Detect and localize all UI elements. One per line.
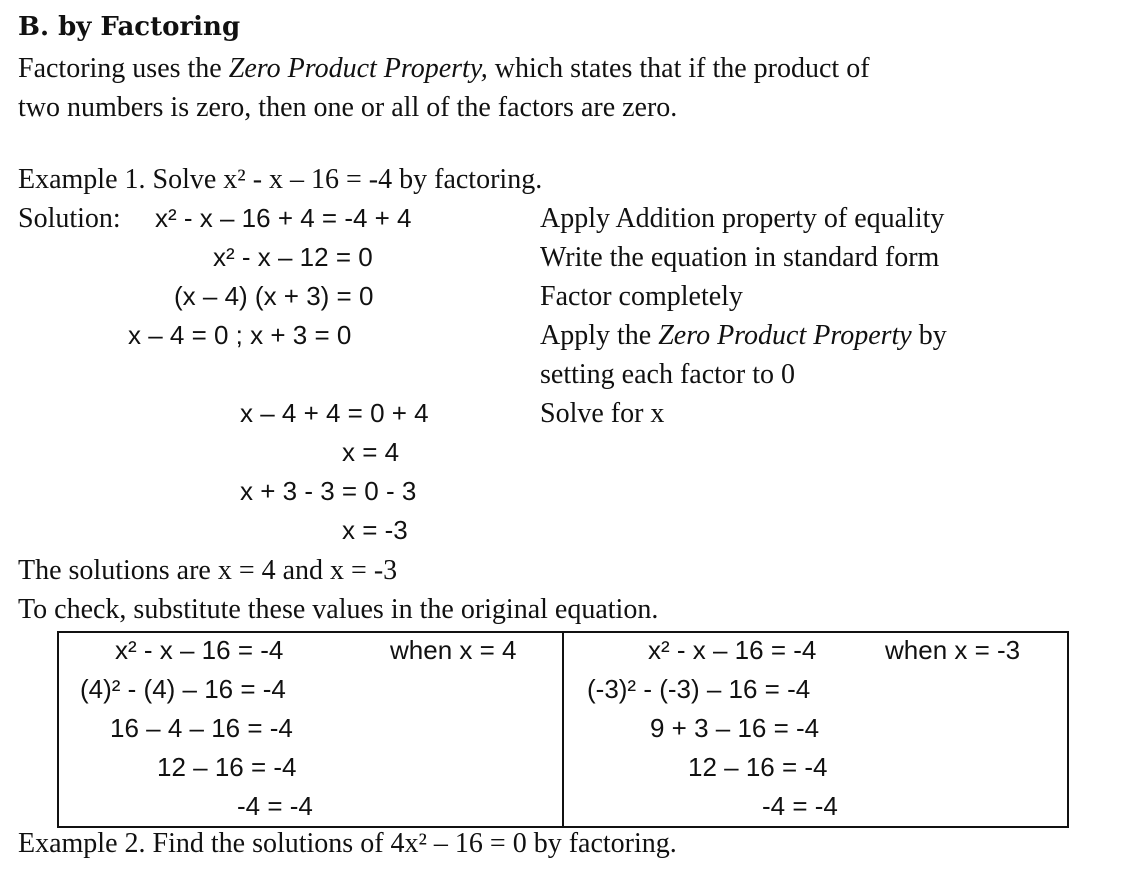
step-4-desc-post: by <box>911 320 947 351</box>
step-4-desc-pre: Apply the <box>540 320 659 351</box>
step-2-equation: x² - x – 12 = 0 <box>213 242 373 272</box>
step-7-equation: x + 3 - 3 = 0 - 3 <box>240 476 417 506</box>
step-4-equation: x – 4 = 0 ; x + 3 = 0 <box>128 320 352 350</box>
left-check-line-4: -4 = -4 <box>237 791 313 821</box>
right-header-when: when x = -3 <box>885 635 1021 665</box>
example-1-title: Example 1. Solve x² - x – 16 = -4 by factoring. <box>18 164 543 195</box>
left-check-line-1: (4)² - (4) – 16 = -4 <box>80 674 286 704</box>
step-2-description: Write the equation in standard form <box>540 242 940 273</box>
cut-off-text: Example 2. Find the solutions of 4x² – 16 = 0 by factoring. <box>18 828 677 859</box>
right-check-line-2: 9 + 3 – 16 = -4 <box>650 713 820 743</box>
intro-line-1 <box>18 49 870 88</box>
right-check-line-4: -4 = -4 <box>762 791 838 821</box>
intro-line-2: two numbers is zero, then one or all of the factors are zero. <box>18 92 678 123</box>
step-6-equation: x = 4 <box>342 437 400 467</box>
step-5-description: Solve for x <box>540 398 665 429</box>
right-header-equation: x² - x – 16 = -4 <box>648 635 817 665</box>
check-table-divider <box>562 631 564 828</box>
step-3-equation: (x – 4) (x + 3) = 0 <box>174 281 374 311</box>
step-5-equation: x – 4 + 4 = 0 + 4 <box>240 398 429 428</box>
step-4-description-line-2: setting each factor to 0 <box>540 359 796 390</box>
left-check-line-2: 16 – 4 – 16 = -4 <box>110 713 293 743</box>
zero-product-property-term: Zero Product Property, <box>228 53 488 84</box>
solutions-conclusion: The solutions are x = 4 and x = -3 <box>18 555 398 586</box>
step-8-equation: x = -3 <box>342 515 408 545</box>
right-check-line-3: 12 – 16 = -4 <box>688 752 828 782</box>
step-4-desc-em: Zero Product Property <box>658 320 912 351</box>
step-1-description: Apply Addition property of equality <box>540 203 945 234</box>
left-header-equation: x² - x – 16 = -4 <box>115 635 284 665</box>
left-header-when: when x = 4 <box>390 635 517 665</box>
section-heading: B. by Factoring <box>18 12 241 42</box>
solution-label: Solution: <box>18 203 121 234</box>
left-check-line-3: 12 – 16 = -4 <box>157 752 297 782</box>
step-4-description <box>540 316 947 355</box>
cut-off-next-example <box>18 828 838 859</box>
step-3-description: Factor completely <box>540 281 743 312</box>
intro-text-post: which states that if the product of <box>487 53 870 84</box>
intro-text-pre: Factoring uses the <box>18 53 229 84</box>
right-check-line-1: (-3)² - (-3) – 16 = -4 <box>587 674 811 704</box>
step-1-equation: x² - x – 16 + 4 = -4 + 4 <box>155 203 412 233</box>
check-instruction: To check, substitute these values in the original equation. <box>18 594 659 625</box>
